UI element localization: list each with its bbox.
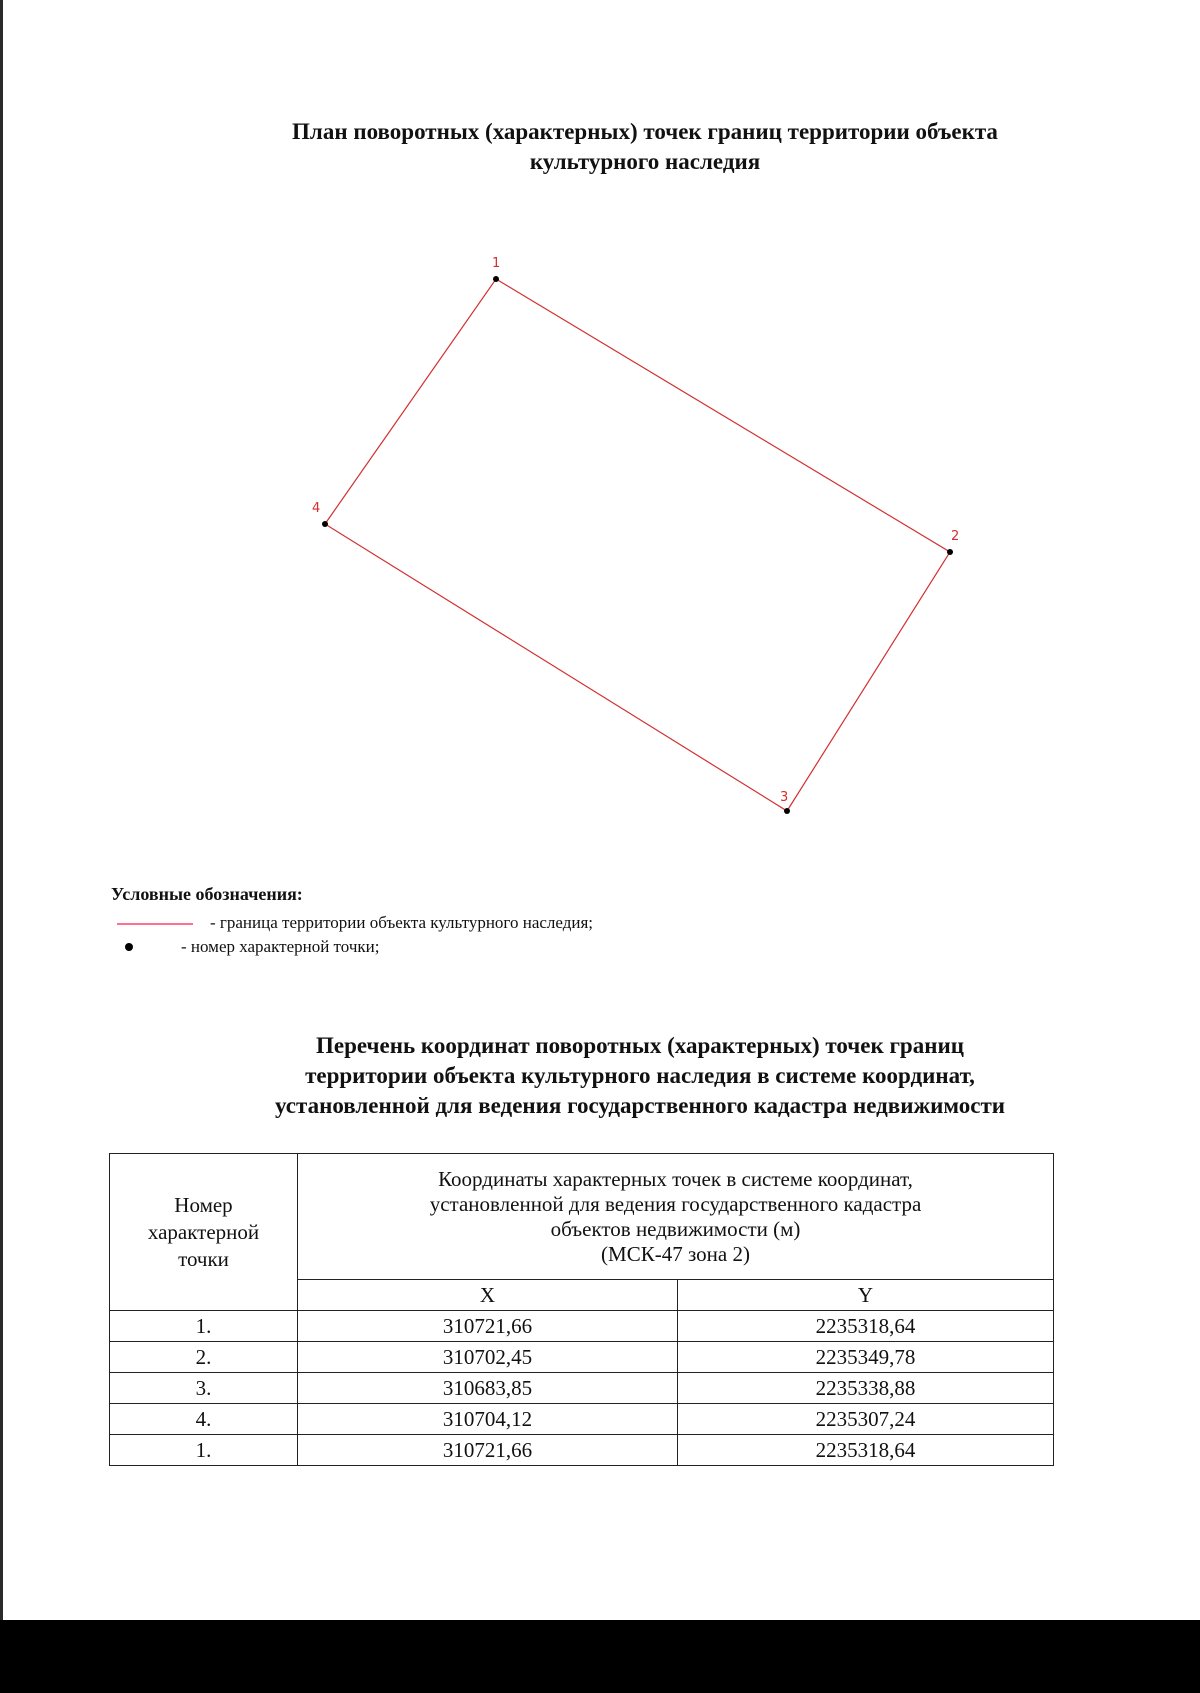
coords-list-title bbox=[150, 1031, 1130, 1121]
boundary-polygon bbox=[325, 279, 950, 811]
header-number-line1: Номер bbox=[174, 1192, 233, 1217]
header-point-number bbox=[110, 1154, 298, 1311]
header-number-line2: характерной bbox=[147, 1219, 260, 1244]
point-marker-2 bbox=[947, 549, 953, 555]
cell-number: 4. bbox=[110, 1404, 298, 1435]
cell-y: 2235307,24 bbox=[678, 1404, 1054, 1435]
point-marker-1 bbox=[493, 276, 499, 282]
header-coords-line1: Координаты характерных точек в системе координат, bbox=[438, 1166, 913, 1191]
point-dot-icon bbox=[125, 943, 133, 951]
cell-y: 2235349,78 bbox=[678, 1342, 1054, 1373]
plan-title-line1: План поворотных (характерных) точек границ территории объекта bbox=[292, 119, 998, 144]
cell-number: 2. bbox=[110, 1342, 298, 1373]
table-row bbox=[110, 1373, 1054, 1404]
cell-number: 3. bbox=[110, 1373, 298, 1404]
header-x: X bbox=[298, 1280, 678, 1311]
plan-title-line2: культурного наследия bbox=[529, 149, 761, 174]
header-coords-line2: установленной для ведения государственного кадастра bbox=[429, 1191, 922, 1216]
coordinates-table bbox=[109, 1153, 1054, 1466]
header-coords-line3: объектов недвижимости (м) bbox=[550, 1216, 801, 1241]
list-title-line3: установленной для ведения государственного кадастра недвижимости bbox=[275, 1093, 1005, 1118]
table-row bbox=[110, 1404, 1054, 1435]
header-coords-line4: (МСК-47 зона 2) bbox=[601, 1241, 750, 1266]
header-coordinates bbox=[298, 1154, 1054, 1280]
table-row bbox=[110, 1435, 1054, 1466]
point-marker-4 bbox=[322, 521, 328, 527]
cell-x: 310721,66 bbox=[298, 1311, 678, 1342]
legend-row-point bbox=[111, 935, 1011, 959]
cell-y: 2235318,64 bbox=[678, 1311, 1054, 1342]
list-title-line1: Перечень координат поворотных (характерных) точек границ bbox=[316, 1033, 964, 1058]
cell-y: 2235318,64 bbox=[678, 1435, 1054, 1466]
header-y: Y bbox=[678, 1280, 1054, 1311]
boundary-line-swatch bbox=[117, 923, 193, 925]
scan-bottom-bar bbox=[0, 1620, 1200, 1693]
legend bbox=[111, 884, 1011, 959]
point-marker-3 bbox=[784, 808, 790, 814]
table-row bbox=[110, 1311, 1054, 1342]
cell-x: 310683,85 bbox=[298, 1373, 678, 1404]
header-number-line3: точки bbox=[178, 1246, 229, 1271]
cell-x: 310704,12 bbox=[298, 1404, 678, 1435]
point-label-1: 1 bbox=[492, 256, 501, 271]
cell-number: 1. bbox=[110, 1311, 298, 1342]
legend-point-text: - номер характерной точки; bbox=[181, 937, 380, 956]
cell-number: 1. bbox=[110, 1435, 298, 1466]
point-label-2: 2 bbox=[951, 529, 960, 544]
cell-x: 310702,45 bbox=[298, 1342, 678, 1373]
legend-boundary-text: - граница территории объекта культурного наследия; bbox=[210, 913, 594, 932]
legend-title: Условные обозначения: bbox=[111, 884, 303, 904]
list-title-line2: территории объекта культурного наследия в системе координат, bbox=[305, 1063, 975, 1088]
point-label-3: 3 bbox=[780, 790, 789, 805]
legend-row-boundary bbox=[111, 911, 1011, 935]
cell-x: 310721,66 bbox=[298, 1435, 678, 1466]
cell-y: 2235338,88 bbox=[678, 1373, 1054, 1404]
table-row bbox=[110, 1342, 1054, 1373]
point-label-4: 4 bbox=[312, 501, 321, 516]
